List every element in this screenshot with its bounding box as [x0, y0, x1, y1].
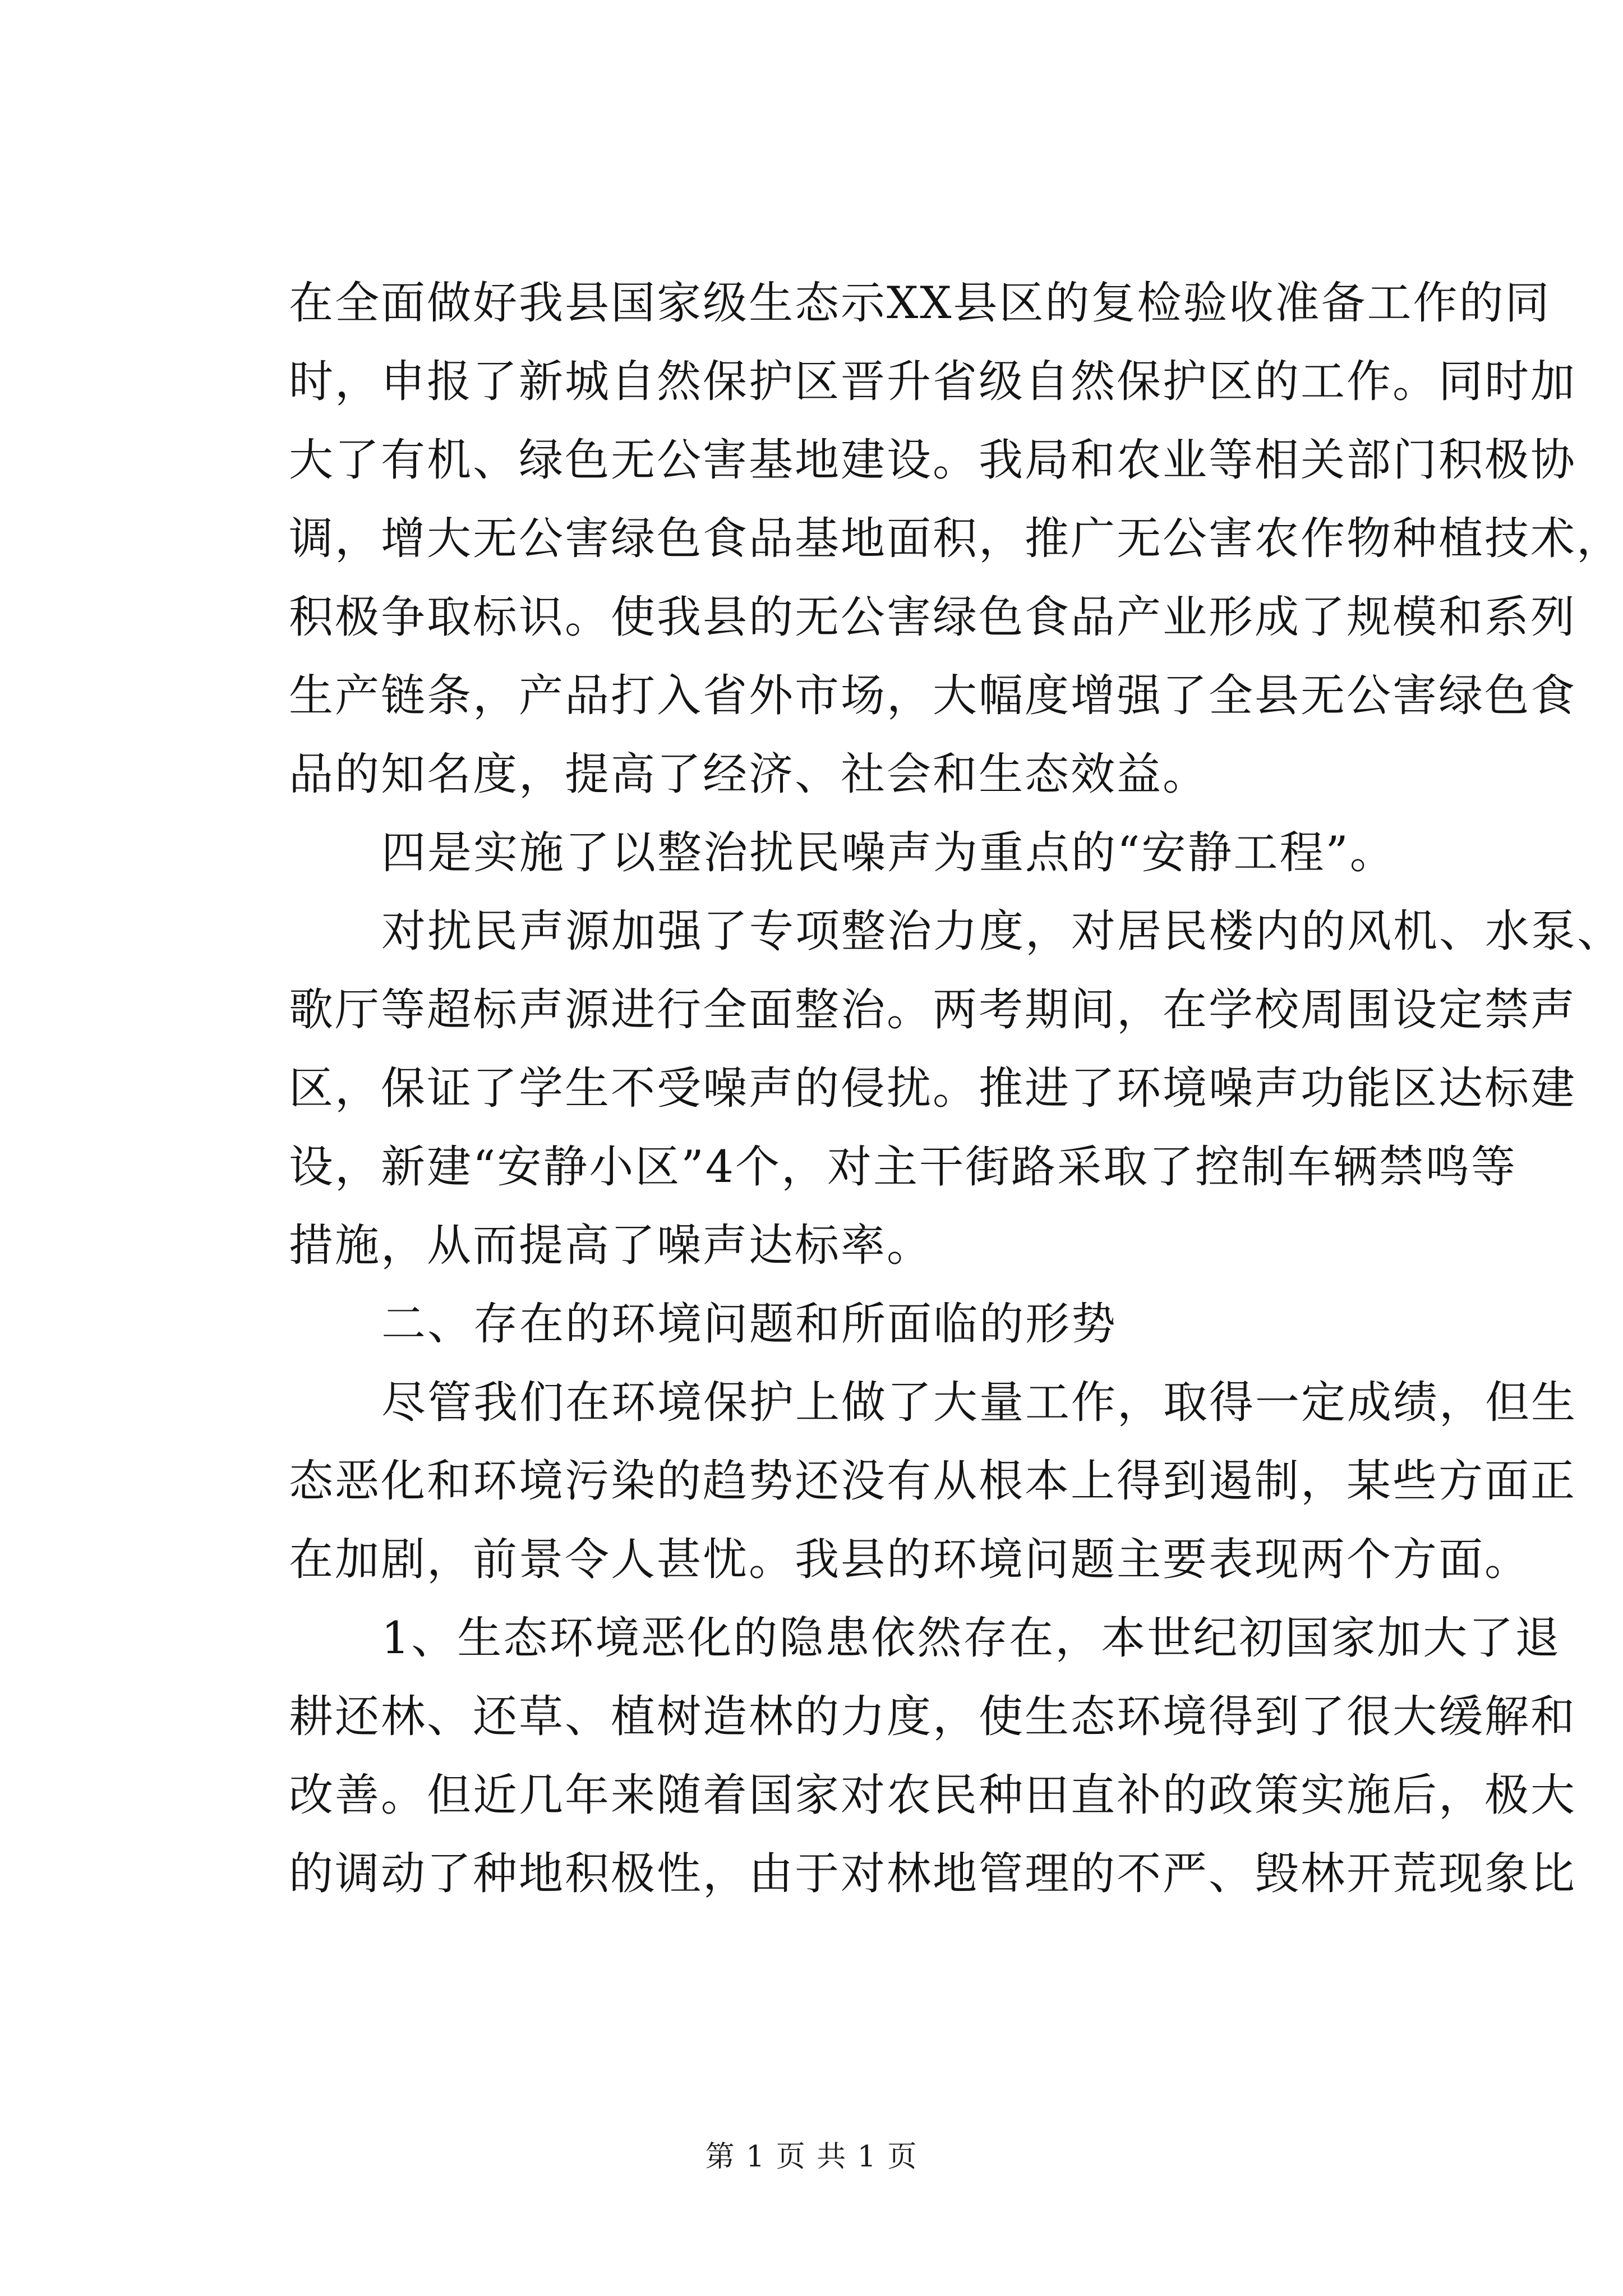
text-line: 态恶化和环境污染的趋势还没有从根本上得到遏制，某些方面正: [289, 1455, 1576, 1507]
text-line: 对扰民声源加强了专项整治力度，对居民楼内的风机、水泵、: [381, 905, 1623, 957]
text-line: 歌厅等超标声源进行全面整治。两考期间，在学校周围设定禁声: [289, 984, 1576, 1036]
text-line: 的调动了种地积极性，由于对林地管理的不严、毁林开荒现象比: [289, 1848, 1576, 1899]
text-line: 设，新建“安静小区”4个，对主干街路采取了控制车辆禁鸣等: [289, 1141, 1518, 1193]
text-line: 在加剧，前景令人甚忧。我县的环境问题主要表现两个方面。: [289, 1534, 1530, 1585]
text-line: 耕还林、还草、植树造林的力度，使生态环境得到了很大缓解和: [289, 1691, 1576, 1742]
text-line: 区，保证了学生不受噪声的侵扰。推进了环境噪声功能区达标建: [289, 1062, 1576, 1114]
body-text: [289, 264, 1623, 1913]
text-line: 品的知名度，提高了经济、社会和生态效益。: [289, 748, 1209, 800]
page-number-footer: 第 1 页 共 1 页: [705, 2140, 918, 2174]
text-line: 改善。但近几年来随着国家对农民种田直补的政策实施后，极大: [289, 1769, 1576, 1821]
text-line: 生产链条，产品打入省外市场，大幅度增强了全县无公害绿色食: [289, 670, 1576, 721]
section-heading-line: 四是实施了以整治扰民噪声为重点的“安静工程”。: [381, 827, 1396, 878]
text-line: 尽管我们在环境保护上做了大量工作，取得一定成绩，但生: [381, 1377, 1577, 1428]
text-line: 调，增大无公害绿色食品基地面积，推广无公害农作物种植技术，: [289, 513, 1622, 564]
section-heading-line: 二、存在的环境问题和所面临的形势: [381, 1298, 1117, 1350]
text-line: 时，申报了新城自然保护区晋升省级自然保护区的工作。同时加: [289, 356, 1576, 407]
text-line: 在全面做好我县国家级生态示XX县区的复检验收准备工作的同: [289, 277, 1551, 329]
text-line: 措施，从而提高了噪声达标率。: [289, 1220, 933, 1271]
text-line: 1、生态环境恶化的隐患依然存在，本世纪初国家加大了退: [381, 1612, 1561, 1664]
text-line: 积极争取标识。使我县的无公害绿色食品产业形成了规模和系列: [289, 591, 1576, 643]
text-line: 大了有机、绿色无公害基地建设。我局和农业等相关部门积极协: [289, 434, 1576, 486]
